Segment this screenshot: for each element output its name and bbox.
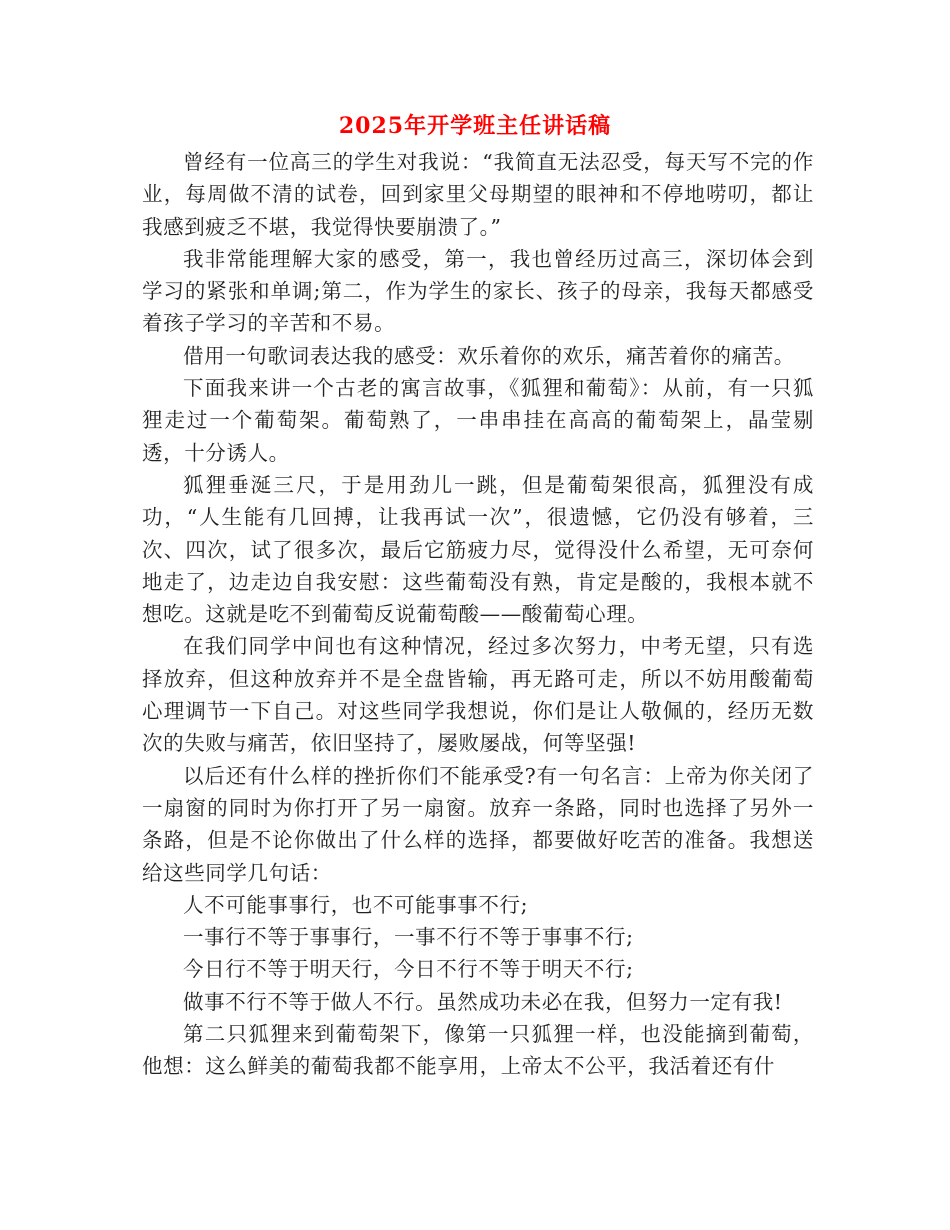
paragraph: 今日行不等于明天行，今日不行不等于明天不行; — [183, 957, 634, 982]
paragraph: 下面我来讲一个古老的寓言故事，《狐狸和葡萄》：从前，有一只狐狸走过一个葡萄架。葡萄熟了，一串串挂在高高的葡萄架上，晶莹剔透，十分诱人。 — [142, 376, 814, 465]
document-title: 2025年开学班主任讲话稿 — [338, 113, 612, 139]
paragraph: 曾经有一位高三的学生对我说：“我简直无法忍受，每天写不完的作业，每周做不清的试卷，回到家里父母期望的眼神和不停地唠叨，都让我感到疲乏不堪，我觉得快要崩溃了。” — [142, 150, 814, 239]
paragraph: 做事不行不等于做人不行。虽然成功未必在我，但努力一定有我! — [183, 989, 783, 1014]
paragraph: 我非常能理解大家的感受，第一，我也曾经历过高三，深切体会到学习的紧张和单调;第二，作为学生的家长、孩子的母亲，我每天都感受着孩子学习的辛苦和不易。 — [142, 246, 814, 336]
paragraph: 在我们同学中间也有这种情况，经过多次努力，中考无望，只有选择放弃，但这种放弃并不是全盘皆输，再无路可走，所以不妨用酸葡萄心理调节一下自己。对这些同学我想说，你们是让人敬佩的，经历无数次的失败与痛苦，依旧坚持了，屡败屡战，何等坚强! — [142, 634, 814, 756]
paragraph: 狐狸垂涎三尺，于是用劲儿一跳，但是葡萄架很高，狐狸没有成功，“人生能有几回搏，让我再试一次”，很遗憾，它仍没有够着，三次、四次，试了很多次，最后它筋疲力尽，觉得没什么希望，无可奈何地走了，边走边自我安慰：这些葡萄没有熟，肯定是酸的，我根本就不想吃。这就是吃不到葡萄反说葡萄酸——酸葡萄心理。 — [142, 472, 814, 627]
paragraph: 以后还有什么样的挫折你们不能承受?有一句名言：上帝为你关闭了一扇窗的同时为你打开了另一扇窗。放弃一条路，同时也选择了另外一条路，但是不论你做出了什么样的选择，都要做好吃苦的准备。我想送给这些同学几句话： — [142, 763, 814, 885]
paragraph: 一事行不等于事事行，一事不行不等于事事不行; — [183, 925, 634, 950]
paragraph: 第二只狐狸来到葡萄架下，像第一只狐狸一样，也没能摘到葡萄，他想：这么鲜美的葡萄我都不能享用，上帝太不公平，我活着还有什 — [142, 1022, 814, 1079]
document-body — [142, 146, 814, 1083]
paragraph: 借用一句歌词表达我的感受：欢乐着你的欢乐，痛苦着你的痛苦。 — [183, 343, 795, 368]
paragraph: 人不可能事事行，也不可能事事不行; — [183, 892, 529, 917]
